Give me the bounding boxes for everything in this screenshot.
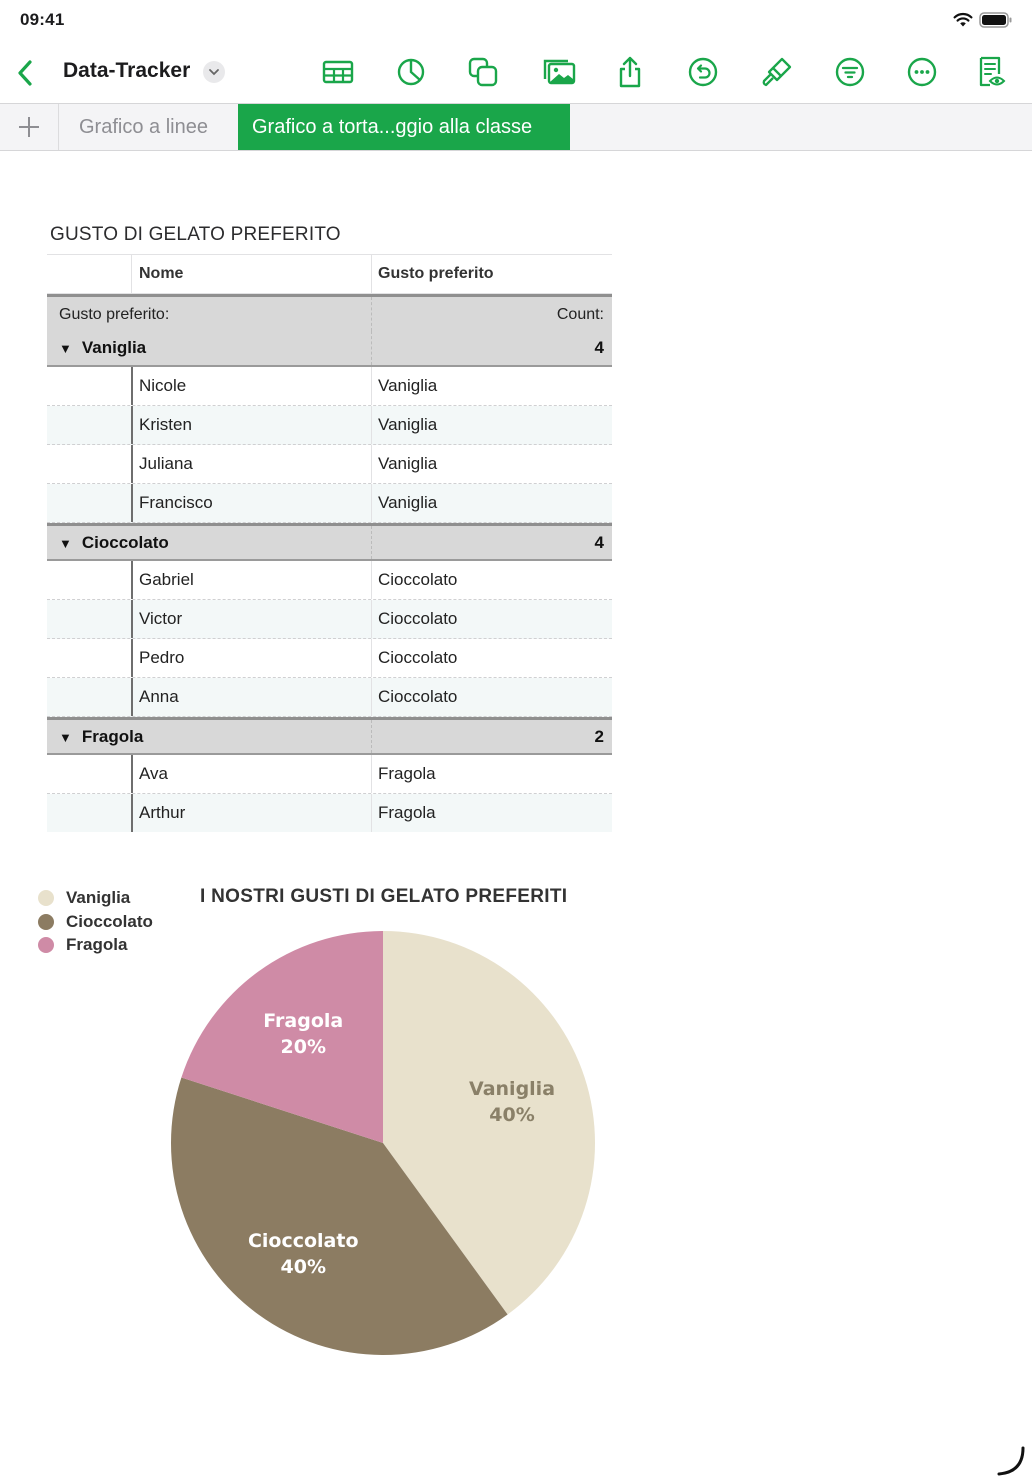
filter-icon xyxy=(833,55,867,89)
cell-name[interactable]: Francisco xyxy=(139,493,213,512)
group-row-vaniglia[interactable] xyxy=(47,331,612,367)
table-row[interactable] xyxy=(47,600,612,639)
cell-flavor[interactable]: Fragola xyxy=(378,764,436,783)
media-button[interactable] xyxy=(541,54,577,90)
count-label: Count: xyxy=(556,306,604,323)
legend-label: Fragola xyxy=(66,935,128,954)
group-count: 4 xyxy=(594,338,604,357)
slice-label-percent: 20% xyxy=(280,1036,326,1059)
cell-flavor[interactable]: Cioccolato xyxy=(378,687,458,706)
group-by-label: Gusto preferito: xyxy=(59,306,170,323)
chart-icon xyxy=(394,55,428,89)
legend-label: Vaniglia xyxy=(66,888,131,907)
cell-flavor[interactable]: Cioccolato xyxy=(378,609,458,628)
reader-view-button[interactable] xyxy=(973,54,1009,90)
cell-flavor[interactable]: Vaniglia xyxy=(378,493,438,512)
cell-name[interactable]: Pedro xyxy=(139,648,185,667)
cell-flavor[interactable]: Vaniglia xyxy=(378,376,438,395)
pie-chart[interactable] xyxy=(150,910,616,1376)
slice-label-percent: 40% xyxy=(280,1255,326,1278)
plus-icon xyxy=(17,115,41,139)
group-row-cioccolato[interactable] xyxy=(47,523,612,561)
toolbar xyxy=(0,44,1032,102)
reader-view-icon xyxy=(974,55,1008,89)
filter-button[interactable] xyxy=(832,54,868,90)
undo-button[interactable] xyxy=(685,54,721,90)
cell-name[interactable]: Kristen xyxy=(139,415,192,434)
undo-icon xyxy=(686,55,720,89)
resize-handle-icon[interactable] xyxy=(996,1446,1026,1476)
legend-label: Cioccolato xyxy=(66,911,153,931)
table-row[interactable] xyxy=(47,561,612,600)
status-bar xyxy=(0,0,1032,40)
back-button[interactable] xyxy=(10,56,40,90)
cell-flavor[interactable]: Vaniglia xyxy=(378,415,438,434)
title-menu-button[interactable] xyxy=(203,61,225,83)
more-button[interactable] xyxy=(904,54,940,90)
cell-name[interactable]: Anna xyxy=(139,687,179,706)
table-row[interactable] xyxy=(47,755,612,794)
header-flavor[interactable]: Gusto preferito xyxy=(378,265,494,282)
table-icon xyxy=(321,55,355,89)
disclosure-triangle-icon[interactable]: ▼ xyxy=(59,730,72,745)
group-count: 4 xyxy=(594,533,604,552)
group-row-fragola[interactable] xyxy=(47,717,612,755)
chevron-left-icon xyxy=(16,59,34,87)
table-title: GUSTO DI GELATO PREFERITO xyxy=(50,224,341,245)
slice-label-name: Cioccolato xyxy=(247,1229,359,1252)
chart-title[interactable]: I NOSTRI GUSTI DI GELATO PREFERITI xyxy=(200,886,568,907)
shape-button[interactable] xyxy=(465,54,501,90)
legend-swatch xyxy=(38,890,54,906)
more-icon xyxy=(905,55,939,89)
cell-flavor[interactable]: Vaniglia xyxy=(378,454,438,473)
table-header-row[interactable] xyxy=(47,254,612,294)
cell-flavor[interactable]: Cioccolato xyxy=(378,570,458,589)
slice-label-percent: 40% xyxy=(489,1104,535,1127)
slice-label-name: Vaniglia xyxy=(469,1078,556,1101)
status-time: 09:41 xyxy=(20,10,65,29)
chart-button[interactable] xyxy=(393,54,429,90)
table-row[interactable] xyxy=(47,367,612,406)
cell-name[interactable]: Nicole xyxy=(139,376,187,395)
cell-flavor[interactable]: Fragola xyxy=(378,803,436,822)
legend-swatch xyxy=(38,914,54,930)
add-sheet-button[interactable] xyxy=(0,104,59,150)
chevron-down-icon xyxy=(208,68,220,76)
cell-name[interactable]: Victor xyxy=(139,609,183,628)
disclosure-triangle-icon[interactable]: ▼ xyxy=(59,536,72,551)
media-icon xyxy=(542,55,576,89)
shape-icon xyxy=(466,55,500,89)
table-row[interactable] xyxy=(47,445,612,484)
document-title[interactable]: Data-Tracker xyxy=(63,59,191,82)
table-row[interactable] xyxy=(47,678,612,717)
cell-name[interactable]: Arthur xyxy=(139,803,186,822)
cell-name[interactable]: Ava xyxy=(139,764,168,783)
table-row[interactable] xyxy=(47,406,612,445)
flavor-table[interactable] xyxy=(47,254,612,832)
format-brush-icon xyxy=(760,55,794,89)
table-row[interactable] xyxy=(47,794,612,832)
cell-flavor[interactable]: Cioccolato xyxy=(378,648,458,667)
tab-pie-chart[interactable]: Grafico a torta...ggio alla classe xyxy=(238,104,570,150)
header-name[interactable]: Nome xyxy=(139,265,184,282)
legend-swatch xyxy=(38,937,54,953)
group-name[interactable]: ▼ Vaniglia xyxy=(59,338,147,357)
cell-name[interactable]: Juliana xyxy=(139,454,193,473)
share-icon xyxy=(613,55,647,89)
slice-label-name: Fragola xyxy=(263,1010,344,1033)
tab-line-chart[interactable]: Grafico a linee xyxy=(79,116,208,138)
group-by-summary-row[interactable] xyxy=(47,294,612,331)
battery-icon xyxy=(979,11,1013,34)
wifi-icon xyxy=(953,12,973,33)
group-name[interactable]: ▼ Cioccolato xyxy=(59,533,169,552)
table-row[interactable] xyxy=(47,484,612,523)
sheet-tab-bar xyxy=(0,103,1032,151)
group-name[interactable]: ▼ Fragola xyxy=(59,727,144,746)
table-button[interactable] xyxy=(320,54,356,90)
disclosure-triangle-icon[interactable]: ▼ xyxy=(59,341,72,356)
share-button[interactable] xyxy=(612,54,648,90)
table-row[interactable] xyxy=(47,639,612,678)
cell-name[interactable]: Gabriel xyxy=(139,570,194,589)
format-button[interactable] xyxy=(759,54,795,90)
group-count: 2 xyxy=(594,727,604,746)
